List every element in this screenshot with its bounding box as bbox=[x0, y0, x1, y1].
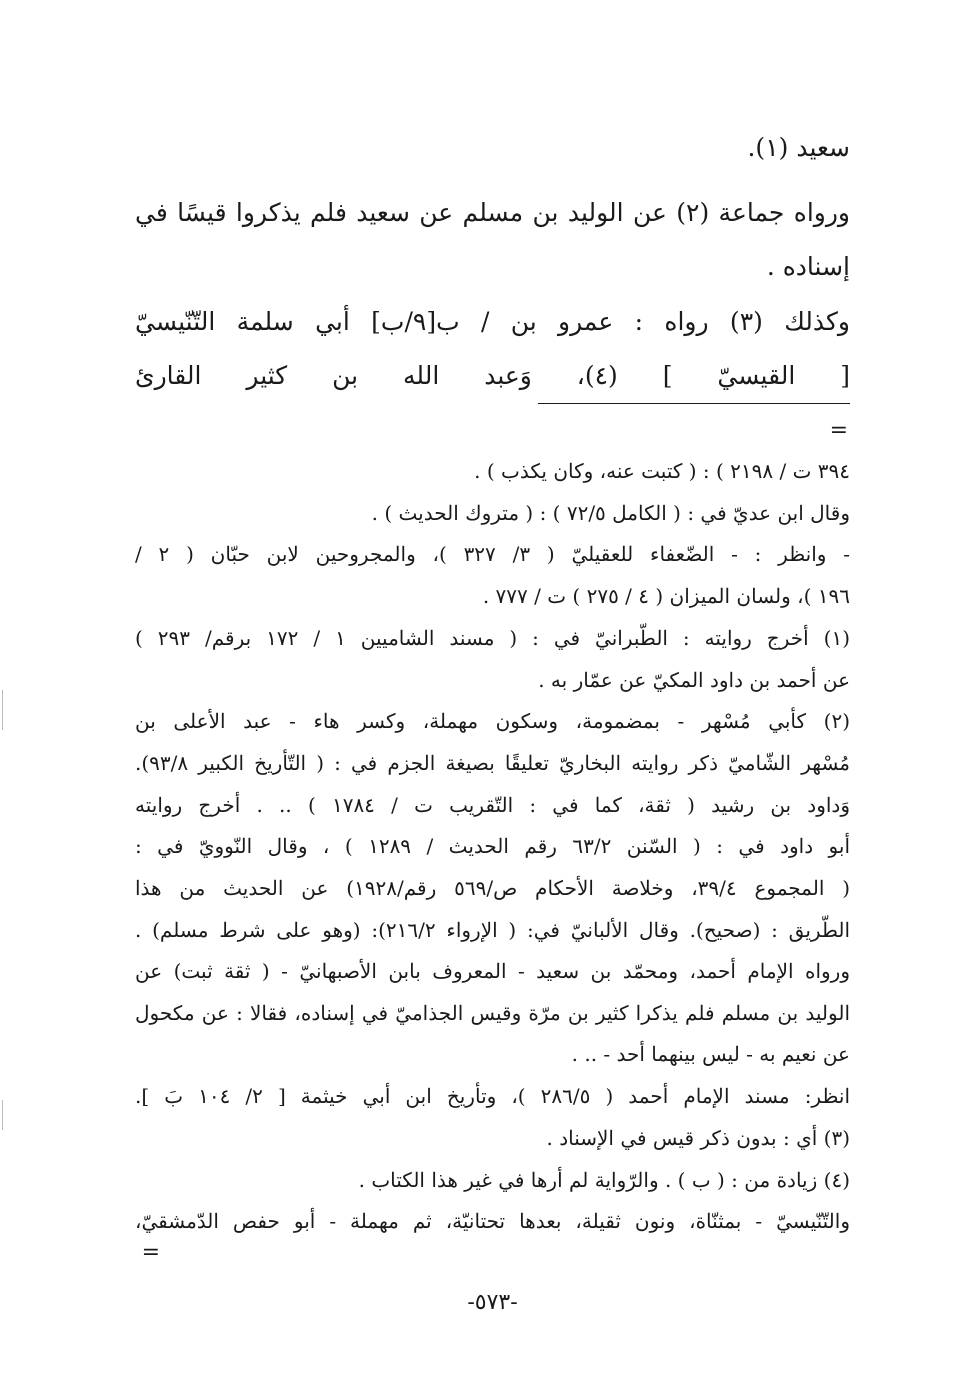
footnote-line: (٤) زيادة من : ( ب ) . والرّواية لم أرها في غير هذا الكتاب . bbox=[358, 1168, 850, 1192]
footnote-line: انظر: مسند الإمام أحمد ( ٢٨٦/٥ )، وتأريخ ابن أبي خيثمة [ ٢/ ١٠٤ بَ ]. bbox=[135, 1084, 850, 1108]
footnote-line: (١) أخرج روايته : الطّبرانيّ في : ( مسند الشاميين ١ / ١٧٢ برقم/ ٢٩٣ ) bbox=[135, 626, 850, 650]
footnote-line: الوليد بن مسلم فلم يذكرا كثير بن مرّة وقيس الجذاميّ في إسناده، فقالا : عن مكحول bbox=[135, 1001, 850, 1025]
footnote-line: والتّنّيسيّ - بمثنّاة، ونون ثقيلة، بعدها تحتانيّة، ثم مهملة - أبو حفص الدّمشقيّ، bbox=[135, 1209, 850, 1233]
footnote-line: (٣) أي : بدون ذكر قيس في الإسناد . bbox=[546, 1126, 850, 1150]
continuation-mark-top: = bbox=[829, 418, 848, 443]
footnote-line: ( المجموع ٣٩/٤، وخلاصة الأحكام ص/٥٦٩ رقم/١٩٢٨) عن الحديث من هذا bbox=[135, 876, 850, 900]
footnote-line: أبو داود في : ( السّنن ٦٣/٢ رقم الحديث / ١٢٨٩ ) ، وقال النّوويّ في : bbox=[135, 834, 850, 858]
scan-edge-mark bbox=[2, 690, 3, 730]
continuation-mark-bottom: = bbox=[141, 1240, 160, 1265]
footnote-line: - وانظر : - الضّعفاء للعقيليّ ( ٣/ ٣٢٧ )، والمجروحين لابن حبّان ( ٢ / bbox=[135, 542, 850, 566]
footnote-line: (٢) كأبي مُسْهر - بمضمومة، وسكون مهملة، وكسر هاء - عبد الأعلى بن bbox=[135, 709, 850, 733]
footnote-line: وَداود بن رشيد ( ثقة، كما في : التّقريب ت / ١٧٨٤ ) .. . أخرج روايته bbox=[135, 793, 850, 817]
footnote-line: عن نعيم به - ليس بينهما أحد - .. . bbox=[571, 1042, 850, 1066]
page-number: -٥٧٣- bbox=[467, 1290, 518, 1315]
scan-edge-mark bbox=[2, 1100, 3, 1130]
footnote-line: عن أحمد بن داود المكيّ عن عمّار به . bbox=[538, 668, 850, 692]
footnote-line: ١٩٦ )، ولسان الميزان ( ٤ / ٢٧٥ ) ت / ٧٧٧ . bbox=[482, 584, 850, 608]
main-text-line: إسناده . bbox=[766, 252, 850, 281]
footnote-line: الطّريق : (صحيح). وقال الألبانيّ في: ( الإرواء ٢١٦/٢): (وهو على شرط مسلم) . bbox=[135, 918, 850, 942]
main-text-line: وكذلك (٣) رواه : عمرو بن / ب[٩/ب] أبي سلمة التّنّيسيّ bbox=[135, 307, 850, 336]
main-text-line: سعيد (١). bbox=[747, 133, 850, 162]
footnote-line: مُسْهر الشّاميّ ذكر روايته البخاريّ تعليقًا بصيغة الجزم في : ( التّأريخ الكبير ٩٣/٨). bbox=[135, 751, 850, 775]
main-text-line: ورواه جماعة (٢) عن الوليد بن مسلم عن سعيد فلم يذكروا قيسًا في bbox=[135, 198, 850, 227]
footnote-line: وقال ابن عديّ في : ( الكامل ٧٢/٥ ) : ( متروك الحديث ) . bbox=[371, 501, 850, 525]
footnote-separator bbox=[538, 403, 850, 404]
footnote-line: ٣٩٤ ت / ٢١٩٨ ) : ( كتبت عنه، وكان يكذب ) . bbox=[474, 459, 850, 483]
book-page bbox=[135, 0, 850, 1392]
main-text-line: [ القيسيّ ] (٤)، وَعبد الله بن كثير القارئ bbox=[135, 361, 850, 390]
footnote-line: ورواه الإمام أحمد، ومحمّد بن سعيد - المعروف بابن الأصبهانيّ - ( ثقة ثبت) عن bbox=[135, 959, 850, 983]
